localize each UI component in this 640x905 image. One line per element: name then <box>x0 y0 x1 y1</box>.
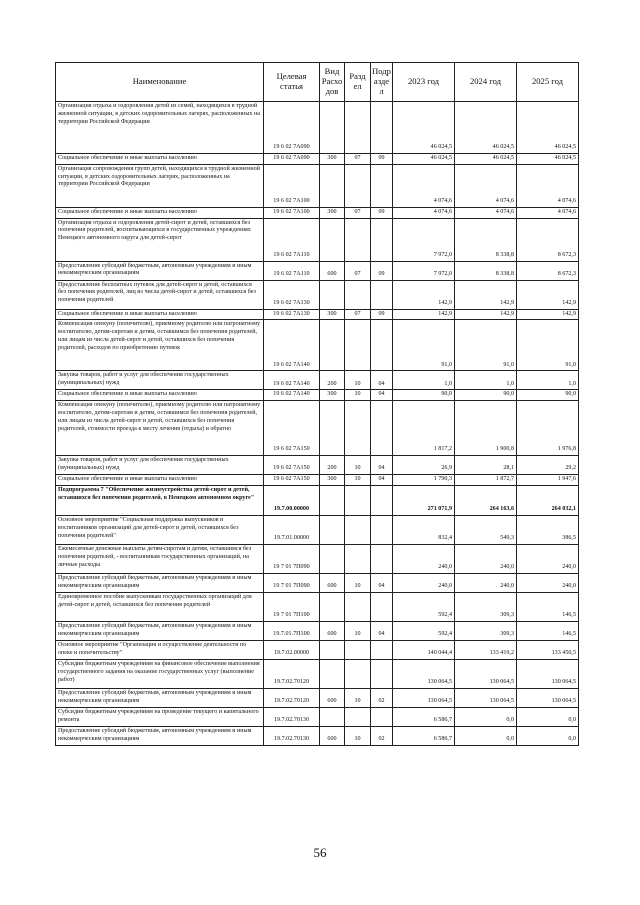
table-row <box>56 456 579 475</box>
cell-rz <box>345 401 371 456</box>
cell-vr <box>320 102 345 154</box>
cell-2023: 4 074,6 <box>393 164 455 207</box>
cell-vr: 300 <box>320 154 345 165</box>
cell-code: 19 6 02 7А150 <box>264 475 320 486</box>
table-row <box>56 544 579 573</box>
cell-2025: 264 032,1 <box>517 485 579 515</box>
cell-pr: 04 <box>371 573 393 592</box>
cell-vr: 600 <box>320 573 345 592</box>
cell-2024: 264 163,6 <box>455 485 517 515</box>
cell-2025: 8 672,3 <box>517 218 579 261</box>
cell-name: Социальное обеспечение и иные выплаты населению <box>56 154 264 165</box>
cell-vr <box>320 164 345 207</box>
cell-rz: 07 <box>345 309 371 320</box>
cell-pr <box>371 485 393 515</box>
cell-2025: 90,0 <box>517 390 579 401</box>
cell-rz: 10 <box>345 390 371 401</box>
cell-code: 19.7.02.70130 <box>264 726 320 745</box>
cell-2023: 832,4 <box>393 515 455 544</box>
table-row <box>56 164 579 207</box>
cell-rz <box>345 707 371 726</box>
table-row <box>56 401 579 456</box>
table-row <box>56 261 579 280</box>
cell-name: Ежемесячные денежные выплаты детям-сиротам и детям, оставшимся без попечения родителей, - воспитанникам государственных организаций, на личные расходы <box>56 544 264 573</box>
cell-rz: 10 <box>345 688 371 707</box>
cell-2024: 549,3 <box>455 515 517 544</box>
cell-rz <box>345 485 371 515</box>
cell-code: 19 6 02 7А130 <box>264 280 320 309</box>
cell-2023: 142,9 <box>393 309 455 320</box>
cell-code: 19 6 02 7А150 <box>264 401 320 456</box>
cell-vr: 600 <box>320 261 345 280</box>
cell-pr <box>371 218 393 261</box>
cell-2025: 0,0 <box>517 707 579 726</box>
cell-pr <box>371 280 393 309</box>
cell-2025: 1 976,8 <box>517 401 579 456</box>
col-header-2025: 2025 год <box>517 63 579 102</box>
cell-pr: 04 <box>371 475 393 486</box>
cell-2024: 1 900,8 <box>455 401 517 456</box>
cell-name: Предоставление субсидий бюджетным, автономным учреждениям и иным некоммерческим организациям <box>56 726 264 745</box>
cell-pr: 04 <box>371 456 393 475</box>
cell-pr: 02 <box>371 688 393 707</box>
cell-vr: 300 <box>320 475 345 486</box>
cell-name: Предоставление субсидий бюджетным, автономным учреждениям и иным некоммерческим организациям <box>56 261 264 280</box>
cell-2024: 240,0 <box>455 544 517 573</box>
table-row <box>56 218 579 261</box>
cell-2023: 7 972,0 <box>393 218 455 261</box>
cell-rz: 07 <box>345 207 371 218</box>
col-header-2024: 2024 год <box>455 63 517 102</box>
cell-name: Социальное обеспечение и иные выплаты населению <box>56 207 264 218</box>
cell-2023: 4 074,6 <box>393 207 455 218</box>
cell-name: Субсидии бюджетным учреждениям на проведение текущего и капитального ремонта <box>56 707 264 726</box>
header-row <box>56 63 579 102</box>
cell-vr: 600 <box>320 688 345 707</box>
cell-2023: 592,4 <box>393 592 455 621</box>
cell-vr <box>320 707 345 726</box>
cell-rz: 10 <box>345 456 371 475</box>
budget-table <box>55 62 579 746</box>
cell-name: Организация отдыха и оздоровления детей из семей, находящихся в трудной жизненной ситуации, в детских оздоровительных лагерях, расположенных на территории Российской Федерации <box>56 102 264 154</box>
cell-pr <box>371 707 393 726</box>
cell-code: 19 6 02 7А140 <box>264 320 320 371</box>
cell-code: 19 6 02 7А100 <box>264 207 320 218</box>
cell-2025: 1,0 <box>517 371 579 390</box>
cell-pr: 09 <box>371 207 393 218</box>
cell-rz <box>345 659 371 688</box>
cell-name: Закупка товаров, работ и услуг для обеспечения государственных (муниципальных) нужд <box>56 456 264 475</box>
cell-2025: 8 672,3 <box>517 261 579 280</box>
cell-2023: 91,0 <box>393 320 455 371</box>
cell-pr: 09 <box>371 261 393 280</box>
cell-2023: 1 790,3 <box>393 475 455 486</box>
cell-pr <box>371 164 393 207</box>
table-row <box>56 592 579 621</box>
cell-code: 19.7.01.00000 <box>264 515 320 544</box>
cell-code: 19 6 02 7А100 <box>264 164 320 207</box>
table-row <box>56 640 579 659</box>
cell-vr: 200 <box>320 371 345 390</box>
cell-2025: 46 024,5 <box>517 102 579 154</box>
cell-pr: 09 <box>371 154 393 165</box>
cell-2024: 91,0 <box>455 320 517 371</box>
cell-code: 19 6 02 7А090 <box>264 154 320 165</box>
cell-2025: 1 947,6 <box>517 475 579 486</box>
col-header-name: Наименование <box>56 63 264 102</box>
cell-name: Закупка товаров, работ и услуг для обеспечения государственных (муниципальных) нужд <box>56 371 264 390</box>
cell-vr <box>320 401 345 456</box>
cell-2023: 90,0 <box>393 390 455 401</box>
cell-2024: 4 074,6 <box>455 207 517 218</box>
cell-rz <box>345 218 371 261</box>
cell-name: Единовременное пособие выпускникам государственных организаций для детей-сирот и детей, оставшихся без попечения родителей <box>56 592 264 621</box>
cell-name: Основное мероприятие "Социальная поддержка выпускников и воспитанников организаций для детей-сирот и детей, оставшихся без попечения родителей" <box>56 515 264 544</box>
cell-2024: 1,0 <box>455 371 517 390</box>
cell-name: Субсидии бюджетным учреждениям на финансовое обеспечение выполнения государственного задания на оказание государственных услуг (выполнение работ) <box>56 659 264 688</box>
cell-2024: 28,1 <box>455 456 517 475</box>
cell-2023: 592,4 <box>393 621 455 640</box>
cell-vr <box>320 320 345 371</box>
table-row <box>56 371 579 390</box>
cell-2023: 130 064,5 <box>393 659 455 688</box>
table-row <box>56 659 579 688</box>
cell-2024: 8 338,8 <box>455 218 517 261</box>
cell-vr: 600 <box>320 726 345 745</box>
col-header-code: Целевая статья <box>264 63 320 102</box>
cell-vr <box>320 280 345 309</box>
cell-name: Организация отдыха и оздоровления детей-сирот и детей, оставшихся без попечения родителей, воспитывающихся в государственных учреждениях Ненецкого автономного округа для детей-сирот <box>56 218 264 261</box>
table-row <box>56 309 579 320</box>
cell-vr <box>320 515 345 544</box>
cell-name: Основное мероприятие "Организация и осуществление деятельности по опеке и попечительству" <box>56 640 264 659</box>
cell-2023: 46 024,5 <box>393 154 455 165</box>
cell-name: Социальное обеспечение и иные выплаты населению <box>56 390 264 401</box>
table-row <box>56 320 579 371</box>
cell-2024: 309,3 <box>455 592 517 621</box>
cell-pr <box>371 515 393 544</box>
cell-2023: 1,0 <box>393 371 455 390</box>
cell-2025: 386,5 <box>517 515 579 544</box>
cell-rz <box>345 640 371 659</box>
table-row <box>56 154 579 165</box>
cell-vr: 300 <box>320 390 345 401</box>
cell-2025: 146,5 <box>517 621 579 640</box>
cell-2025: 240,0 <box>517 573 579 592</box>
cell-pr: 04 <box>371 371 393 390</box>
cell-2024: 46 024,5 <box>455 154 517 165</box>
cell-code: 19 6 02 7А130 <box>264 309 320 320</box>
cell-2023: 46 024,5 <box>393 102 455 154</box>
cell-2024: 142,9 <box>455 280 517 309</box>
cell-pr <box>371 102 393 154</box>
cell-code: 19.7.02.70120 <box>264 659 320 688</box>
cell-code: 19 6 02 7А090 <box>264 102 320 154</box>
cell-2024: 133 419,2 <box>455 640 517 659</box>
cell-2024: 4 074,6 <box>455 164 517 207</box>
cell-vr: 200 <box>320 456 345 475</box>
cell-name: Компенсация опекуну (попечителю), приемному родителю или патронатному воспитателю, детям-сиротам и детям, оставшимся без попечения родителей, или лицам из числа детей-сирот и детей, оставшихся без попечения родителей, расходов по приобретению путевок <box>56 320 264 371</box>
cell-pr <box>371 544 393 573</box>
cell-vr <box>320 218 345 261</box>
col-header-vr: Вид Расхо дов <box>320 63 345 102</box>
cell-2024: 1 872,7 <box>455 475 517 486</box>
cell-pr <box>371 592 393 621</box>
table-row <box>56 726 579 745</box>
cell-2024: 130 064,5 <box>455 688 517 707</box>
table-row <box>56 688 579 707</box>
cell-rz: 07 <box>345 261 371 280</box>
cell-2025: 4 074,6 <box>517 207 579 218</box>
cell-pr: 04 <box>371 621 393 640</box>
cell-2025: 142,9 <box>517 309 579 320</box>
cell-code: 19 7 01 7П090 <box>264 573 320 592</box>
cell-code: 19 6 02 7А140 <box>264 390 320 401</box>
cell-name: Предоставление субсидий бюджетным, автономным учреждениям и иным некоммерческим организациям <box>56 573 264 592</box>
table-row <box>56 621 579 640</box>
cell-name: Подпрограмма 7 "Обеспечение жизнеустройства детей-сирот и детей, оставшихся без попечения родителей, в Ненецком автономном округе" <box>56 485 264 515</box>
table-row <box>56 207 579 218</box>
cell-rz: 10 <box>345 621 371 640</box>
cell-rz <box>345 544 371 573</box>
cell-2024: 90,0 <box>455 390 517 401</box>
cell-2024: 142,9 <box>455 309 517 320</box>
cell-rz: 10 <box>345 726 371 745</box>
cell-2023: 271 071,9 <box>393 485 455 515</box>
cell-rz <box>345 102 371 154</box>
cell-name: Компенсация опекуну (попечителю), приемному родителю или патронатному воспитателю, детям-сиротам и детям, оставшимся без попечения родителей, или лицам из числа детей-сирот и детей, оставшихся без попечения родителей, стоимости проезда к месту лечения (отдыха) и обратно <box>56 401 264 456</box>
cell-2024: 309,3 <box>455 621 517 640</box>
cell-2025: 130 064,5 <box>517 659 579 688</box>
cell-name: Предоставление субсидий бюджетным, автономным учреждениям и иным некоммерческим организациям <box>56 621 264 640</box>
cell-code: 19 6 02 7А140 <box>264 371 320 390</box>
cell-2024: 130 064,5 <box>455 659 517 688</box>
cell-rz: 10 <box>345 371 371 390</box>
cell-pr <box>371 659 393 688</box>
cell-code: 19 7 01 7П090 <box>264 544 320 573</box>
cell-2023: 140 044,4 <box>393 640 455 659</box>
table-row <box>56 515 579 544</box>
col-header-pr: Подр азде л <box>371 63 393 102</box>
cell-2025: 4 074,6 <box>517 164 579 207</box>
cell-vr <box>320 592 345 621</box>
cell-rz: 07 <box>345 154 371 165</box>
cell-2023: 6 586,7 <box>393 726 455 745</box>
cell-pr: 02 <box>371 726 393 745</box>
cell-code: 19.7.02.70130 <box>264 707 320 726</box>
cell-2024: 0,0 <box>455 726 517 745</box>
cell-2023: 6 586,7 <box>393 707 455 726</box>
cell-2023: 240,0 <box>393 544 455 573</box>
table-row <box>56 102 579 154</box>
cell-pr <box>371 640 393 659</box>
cell-2023: 240,0 <box>393 573 455 592</box>
cell-2023: 26,9 <box>393 456 455 475</box>
table-row <box>56 707 579 726</box>
cell-vr: 300 <box>320 207 345 218</box>
cell-2025: 142,9 <box>517 280 579 309</box>
cell-2025: 130 064,5 <box>517 688 579 707</box>
cell-rz <box>345 592 371 621</box>
table-row <box>56 573 579 592</box>
page-number: 56 <box>313 845 327 860</box>
cell-code: 19.7.02.70120 <box>264 688 320 707</box>
table-row <box>56 475 579 486</box>
cell-vr <box>320 485 345 515</box>
cell-2023: 7 972,0 <box>393 261 455 280</box>
table-row <box>56 485 579 515</box>
cell-2024: 46 024,5 <box>455 102 517 154</box>
cell-2024: 0,0 <box>455 707 517 726</box>
cell-vr <box>320 544 345 573</box>
cell-2025: 240,0 <box>517 544 579 573</box>
cell-name: Предоставление бесплатных путевок для детей-сирот и детей, оставшихся без попечения родителей, лиц из числа детей-сирот и детей, оставшихся без попечения родителей <box>56 280 264 309</box>
cell-rz: 10 <box>345 573 371 592</box>
cell-code: 19.7.02.00000 <box>264 640 320 659</box>
cell-2025: 146,5 <box>517 592 579 621</box>
col-header-2023: 2023 год <box>393 63 455 102</box>
table-row <box>56 390 579 401</box>
cell-vr <box>320 640 345 659</box>
cell-rz <box>345 164 371 207</box>
table-row <box>56 280 579 309</box>
cell-2025: 0,0 <box>517 726 579 745</box>
cell-code: 19.7.00.00000 <box>264 485 320 515</box>
cell-name: Социальное обеспечение и иные выплаты населению <box>56 309 264 320</box>
cell-vr: 300 <box>320 309 345 320</box>
cell-rz: 10 <box>345 475 371 486</box>
cell-code: 19 6 02 7А110 <box>264 261 320 280</box>
cell-pr: 04 <box>371 390 393 401</box>
cell-2023: 142,9 <box>393 280 455 309</box>
cell-2024: 240,0 <box>455 573 517 592</box>
cell-rz <box>345 320 371 371</box>
cell-pr <box>371 401 393 456</box>
table-body <box>56 102 579 746</box>
cell-code: 19 6 02 7А150 <box>264 456 320 475</box>
cell-2025: 133 450,5 <box>517 640 579 659</box>
cell-2025: 46 024,5 <box>517 154 579 165</box>
cell-code: 19 6 02 7А110 <box>264 218 320 261</box>
cell-name: Социальное обеспечение и иные выплаты населению <box>56 475 264 486</box>
cell-vr: 600 <box>320 621 345 640</box>
cell-2023: 130 064,5 <box>393 688 455 707</box>
cell-code: 19.7.01.7П100 <box>264 621 320 640</box>
cell-rz <box>345 280 371 309</box>
cell-2024: 8 338,8 <box>455 261 517 280</box>
cell-2025: 29,2 <box>517 456 579 475</box>
cell-rz <box>345 515 371 544</box>
cell-pr: 09 <box>371 309 393 320</box>
cell-name: Предоставление субсидий бюджетным, автономным учреждениям и иным некоммерческим организациям <box>56 688 264 707</box>
cell-vr <box>320 659 345 688</box>
cell-2025: 91,0 <box>517 320 579 371</box>
cell-pr <box>371 320 393 371</box>
cell-name: Организация сопровождения групп детей, находящихся в трудной жизненной ситуации, в детских оздоровительных лагерях, расположенных на территории Российской Федерации <box>56 164 264 207</box>
col-header-rz: Разд ел <box>345 63 371 102</box>
cell-code: 19 7 01 7П100 <box>264 592 320 621</box>
cell-2023: 1 817,2 <box>393 401 455 456</box>
